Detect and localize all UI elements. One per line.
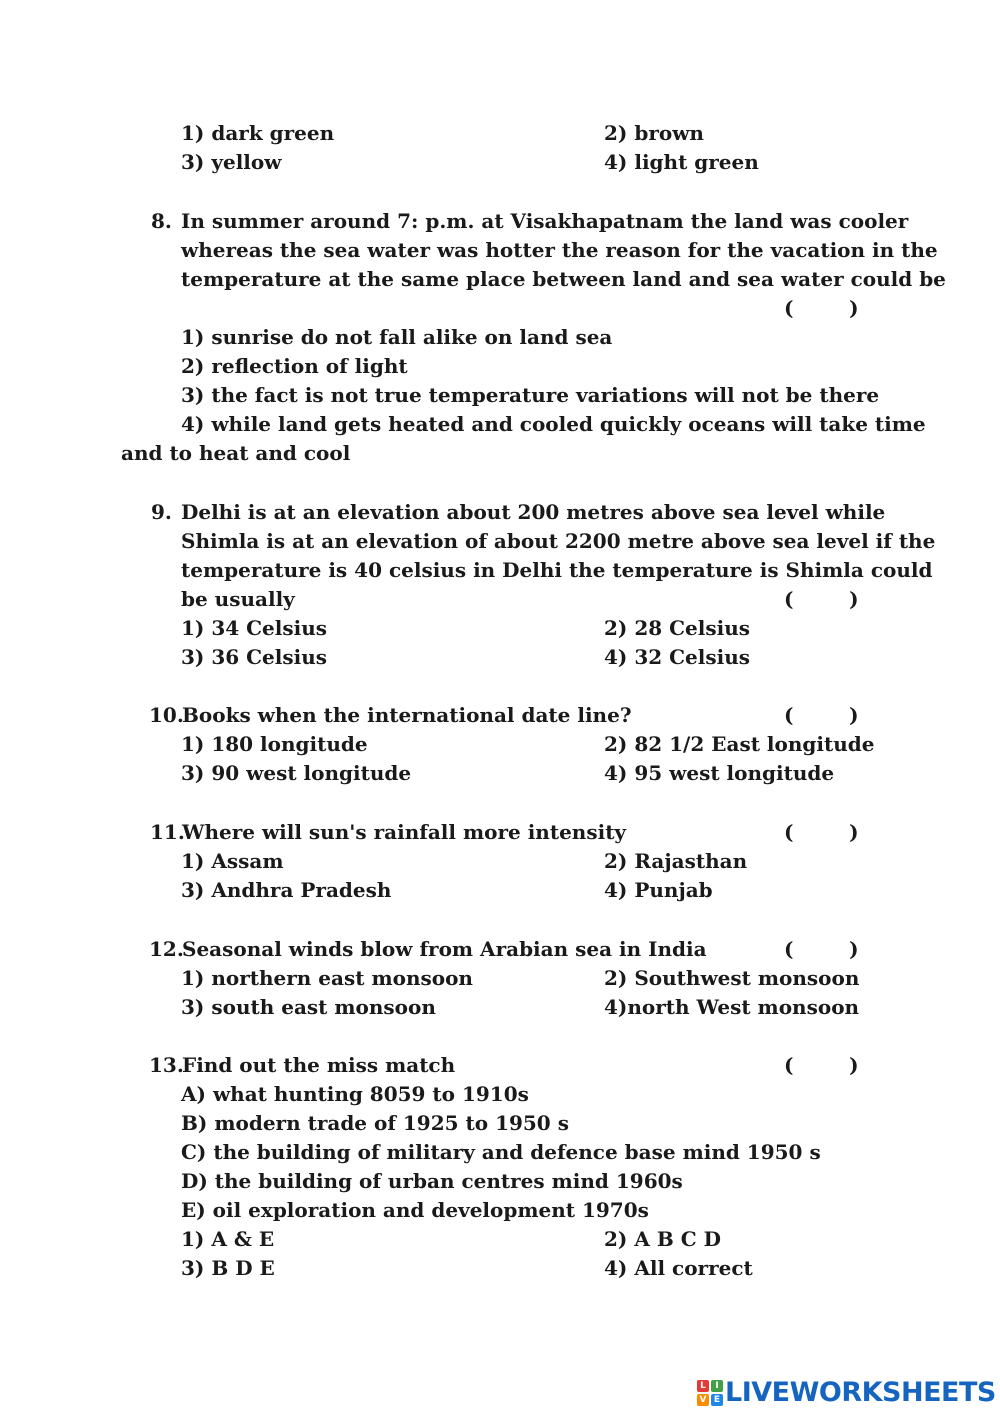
answer-blank[interactable]: ( ) [784, 937, 859, 961]
q13-item-b: B) modern trade of 1925 to 1950 s [181, 1111, 569, 1135]
q12-option-4: 4)north West monsoon [604, 995, 860, 1019]
question-text: Where will sun's rainfall more intensity [182, 820, 627, 844]
q10-option-4: 4) 95 west longitude [604, 761, 835, 785]
question-text: whereas the sea water was hotter the reason for the vacation in the [181, 238, 938, 262]
question-number: 12. [149, 937, 184, 961]
answer-blank[interactable]: ( ) [784, 587, 859, 611]
logo-text: LIVEWORKSHEETS [725, 1377, 996, 1408]
q13-option-2: 2) A B C D [604, 1227, 721, 1251]
q8-option-1: 1) sunrise do not fall alike on land sea [181, 325, 613, 349]
q8-option-3: 3) the fact is not true temperature variations will not be there [181, 383, 880, 407]
q11-option-3: 3) Andhra Pradesh [181, 878, 392, 902]
logo-mark-letter: L [697, 1380, 709, 1392]
logo-mark-letter: I [711, 1380, 723, 1392]
question-text: Seasonal winds blow from Arabian sea in India [182, 937, 707, 961]
q9-option-2: 2) 28 Celsius [604, 616, 751, 640]
q10-option-3: 3) 90 west longitude [181, 761, 412, 785]
question-number: 8. [151, 209, 172, 233]
question-number: 13. [149, 1053, 184, 1077]
question-text: Books when the international date line? [182, 703, 632, 727]
q13-option-3: 3) B D E [181, 1256, 275, 1280]
q7-option-4: 4) light green [604, 150, 759, 174]
q11-option-4: 4) Punjab [604, 878, 713, 902]
q11-option-2: 2) Rajasthan [604, 849, 748, 873]
q13-option-1: 1) A & E [181, 1227, 275, 1251]
question-text: temperature at the same place between land and sea water could be [181, 267, 946, 291]
question-text: be usually [181, 587, 295, 611]
q11-option-1: 1) Assam [181, 849, 284, 873]
answer-blank[interactable]: ( ) [784, 703, 859, 727]
logo-mark-letter: V [697, 1394, 709, 1406]
q10-option-2: 2) 82 1/2 East longitude [604, 732, 875, 756]
q7-option-1: 1) dark green [181, 121, 335, 145]
q13-item-c: C) the building of military and defence base mind 1950 s [181, 1140, 821, 1164]
question-text: Shimla is at an elevation of about 2200 metre above sea level if the [181, 529, 936, 553]
question-text: In summer around 7: p.m. at Visakhapatnam the land was cooler [181, 209, 909, 233]
q9-option-4: 4) 32 Celsius [604, 645, 751, 669]
q12-option-3: 3) south east monsoon [181, 995, 436, 1019]
question-number: 10. [149, 703, 184, 727]
q9-option-3: 3) 36 Celsius [181, 645, 328, 669]
question-text: temperature is 40 celsius in Delhi the temperature is Shimla could [181, 558, 933, 582]
q13-item-a: A) what hunting 8059 to 1910s [181, 1082, 529, 1106]
q8-option-2: 2) reflection of light [181, 354, 408, 378]
logo-mark-letter: E [711, 1394, 723, 1406]
answer-blank[interactable]: ( ) [784, 820, 859, 844]
q13-item-d: D) the building of urban centres mind 1960s [181, 1169, 683, 1193]
question-number: 11. [150, 820, 185, 844]
q13-option-4: 4) All correct [604, 1256, 753, 1280]
q13-item-e: E) oil exploration and development 1970s [181, 1198, 649, 1222]
question-text: Find out the miss match [182, 1053, 456, 1077]
logo-mark-icon [697, 1380, 723, 1406]
q7-option-3: 3) yellow [181, 150, 282, 174]
q12-option-2: 2) Southwest monsoon [604, 966, 860, 990]
q8-option-4: 4) while land gets heated and cooled quickly oceans will take time [181, 412, 926, 436]
answer-blank[interactable]: ( ) [784, 296, 859, 320]
q12-option-1: 1) northern east monsoon [181, 966, 473, 990]
q8-option-4-continued: and to heat and cool [121, 441, 351, 465]
answer-blank[interactable]: ( ) [784, 1053, 859, 1077]
liveworksheets-logo[interactable] [697, 1378, 996, 1408]
question-text: Delhi is at an elevation about 200 metres above sea level while [181, 500, 886, 524]
q9-option-1: 1) 34 Celsius [181, 616, 328, 640]
q7-option-2: 2) brown [604, 121, 704, 145]
question-number: 9. [151, 500, 172, 524]
q10-option-1: 1) 180 longitude [181, 732, 368, 756]
